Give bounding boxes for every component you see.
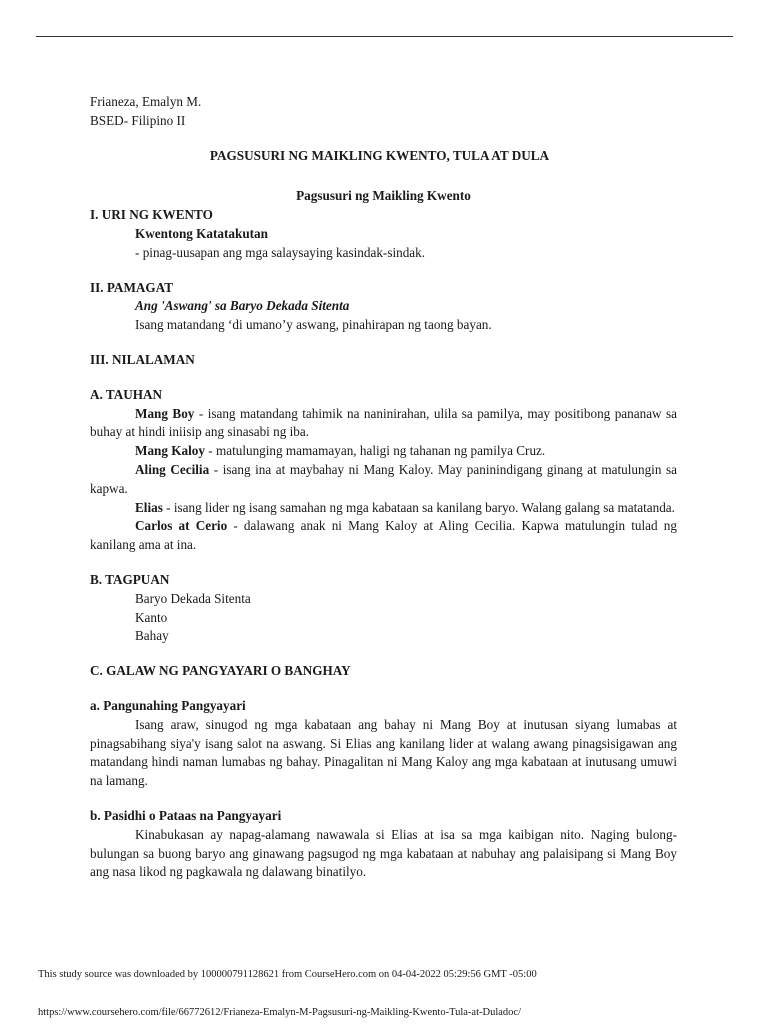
tagpuan-heading: B. TAGPUAN bbox=[90, 571, 170, 587]
character-name: Aling Cecilia bbox=[135, 461, 210, 477]
character-name: Elias bbox=[135, 499, 163, 515]
story-title-desc: Isang matandang ‘di umano’y aswang, pinahirapan ng taong bayan. bbox=[135, 317, 492, 333]
character-item bbox=[90, 499, 677, 518]
character-desc: - isang lider ng isang samahan ng mga kabataan sa kanilang baryo. Walang galang sa matatanda. bbox=[162, 499, 675, 515]
author-name: Frianeza, Emalyn M. bbox=[90, 94, 202, 109]
character-item bbox=[90, 461, 677, 499]
setting-item: Bahay bbox=[135, 628, 169, 644]
download-notice: This study source was downloaded by 100000791128621 from CourseHero.com on 04-04-2022 05:29:56 GMT -05:00 bbox=[38, 969, 537, 980]
plot-a-text: Isang araw, sinugod ng mga kabataan ang bahay ni Mang Boy at inutusan siyang lumabas at pinagsabihang siya'y isang salot na aswang. Si Elias ang kanilang lider at walang awang pinagsisigawan ang matandang hindi naman lumabas ng bahay. Pinagalitan ni Mang Kaloy ang mga kabataan at inutusang umuwi na lamang. bbox=[90, 716, 677, 789]
top-rule bbox=[36, 36, 733, 37]
section-nilalaman-heading: III. NILALAMAN bbox=[90, 351, 195, 367]
banghay-heading: C. GALAW NG PANGYAYARI O BANGHAY bbox=[90, 663, 351, 679]
story-type-desc: - pinag-uusapan ang mga salaysaying kasindak-sindak. bbox=[135, 244, 426, 260]
setting-item: Kanto bbox=[135, 609, 168, 625]
character-name: Mang Kaloy bbox=[135, 443, 205, 459]
character-item bbox=[90, 442, 677, 461]
plot-b-text: Kinabukasan ay napag-alamang nawawala si Elias at isa sa mga kaibigan nito. Naging bulong-bulungan sa buong baryo ang ginawang pagsugod ng mga kabataan at nabuhay ang palaisipang si Mang Boy ang nasa likod ng pagkawala ng dalawang binatilyo. bbox=[90, 826, 677, 880]
character-desc: - isang matandang tahimik na naninirahan, ulila sa pamilya, may positibong pananaw sa buhay at hindi iniisip ang sinasabi ng iba. bbox=[90, 405, 678, 440]
setting-item: Baryo Dekada Sitenta bbox=[135, 590, 251, 606]
character-desc: - matulunging mamamayan, haligi ng tahanan ng pamilya Cruz. bbox=[204, 443, 546, 459]
plot-a-heading: a. Pangunahing Pangyayari bbox=[90, 697, 246, 713]
character-name: Mang Boy bbox=[135, 405, 195, 421]
section-uri-heading: I. URI NG KWENTO bbox=[90, 207, 213, 223]
source-url[interactable]: https://www.coursehero.com/file/66772612/Frianeza-Emalyn-M-Pagsusuri-ng-Maikling-Kwento-Tula-at-Duladoc/ bbox=[38, 1007, 521, 1018]
document-body bbox=[90, 93, 677, 882]
character-desc: - isang ina at maybahay ni Mang Kaloy. May paninindigang ginang at matulungin sa kapwa. bbox=[90, 461, 677, 496]
document-title: PAGSUSURI NG MAIKLING KWENTO, TULA AT DULA bbox=[209, 147, 550, 163]
tauhan-heading: A. TAUHAN bbox=[90, 386, 163, 402]
character-item bbox=[90, 517, 677, 555]
section-pamagat-heading: II. PAMAGAT bbox=[90, 279, 174, 295]
character-desc: - dalawang anak ni Mang Kaloy at Aling Cecilia. Kapwa matulungin tulad ng kanilang ama at ina. bbox=[90, 518, 677, 553]
character-item bbox=[90, 405, 677, 443]
document-subtitle: Pagsusuri ng Maikling Kwento bbox=[296, 188, 471, 204]
story-title: Ang 'Aswang' sa Baryo Dekada Sitenta bbox=[135, 298, 350, 314]
character-name: Carlos at Cerio bbox=[135, 518, 228, 534]
story-type: Kwentong Katatakutan bbox=[135, 225, 268, 241]
plot-b-heading: b. Pasidhi o Pataas na Pangyayari bbox=[90, 807, 282, 823]
course-name: BSED- Filipino II bbox=[90, 112, 186, 128]
